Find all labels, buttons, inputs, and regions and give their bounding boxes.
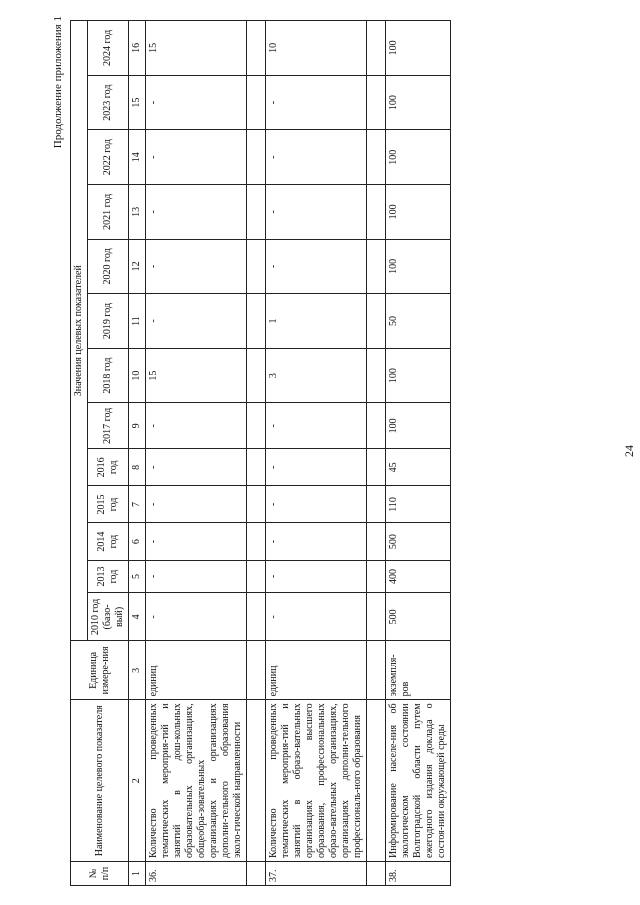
index-cell: 9 bbox=[129, 403, 146, 449]
row-value: - bbox=[266, 593, 367, 641]
row-value: 100 bbox=[386, 75, 451, 130]
year-header: 2010 год (базо-вый) bbox=[88, 593, 129, 641]
year-header: 2015 год bbox=[88, 486, 129, 523]
row-value: - bbox=[266, 449, 367, 486]
row-value: - bbox=[266, 130, 367, 185]
row-value: 500 bbox=[386, 593, 451, 641]
row-value: 10 bbox=[266, 21, 367, 76]
row-unit: единиц bbox=[146, 641, 247, 700]
index-cell: 1 bbox=[129, 861, 146, 885]
row-value: 400 bbox=[386, 560, 451, 593]
year-header: 2017 год bbox=[88, 403, 129, 449]
row-value: - bbox=[146, 130, 247, 185]
col-no-header: № п/п bbox=[71, 861, 129, 885]
index-cell: 15 bbox=[129, 75, 146, 130]
row-value: - bbox=[146, 449, 247, 486]
year-header: 2014 год bbox=[88, 523, 129, 560]
rotated-page-content bbox=[52, 16, 636, 886]
row-value: - bbox=[146, 403, 247, 449]
row-unit: экземпля-ров bbox=[386, 641, 451, 700]
year-header: 2020 год bbox=[88, 239, 129, 294]
row-value: - bbox=[266, 403, 367, 449]
row-value: - bbox=[266, 486, 367, 523]
row-value: 100 bbox=[386, 403, 451, 449]
year-header: 2021 год bbox=[88, 185, 129, 240]
header-row-group bbox=[71, 21, 88, 886]
row-value: 100 bbox=[386, 239, 451, 294]
year-header: 2018 год bbox=[88, 348, 129, 403]
row-value: 1 bbox=[266, 294, 367, 349]
index-cell: 8 bbox=[129, 449, 146, 486]
index-row bbox=[129, 21, 146, 886]
row-value: - bbox=[266, 75, 367, 130]
row-value: - bbox=[146, 75, 247, 130]
index-cell: 5 bbox=[129, 560, 146, 593]
row-name: Количество проведенных тематических мероприя-тий и занятий в образо-вательных организациях высшего образования, профессиональных образо-вательных организациях, организациях дополни-тельного профессиональ-ного образования bbox=[266, 700, 367, 862]
col-unit-header: Единица измере-ния bbox=[71, 641, 129, 700]
row-name: Информирование населе-ния об экологическом состоянии Волгоградской области путем ежегодного издания доклада о состоя-нии окружающей среды bbox=[386, 700, 451, 862]
index-cell: 4 bbox=[129, 593, 146, 641]
table-row bbox=[386, 21, 451, 886]
page-number: 24 bbox=[622, 445, 636, 457]
row-spacer bbox=[247, 21, 266, 886]
row-value: 15 bbox=[146, 21, 247, 76]
year-header: 2023 год bbox=[88, 75, 129, 130]
col-name-header: Наименование целевого показателя bbox=[71, 700, 129, 862]
row-value: 50 bbox=[386, 294, 451, 349]
row-value: - bbox=[266, 239, 367, 294]
index-cell: 14 bbox=[129, 130, 146, 185]
year-header: 2022 год bbox=[88, 130, 129, 185]
row-spacer bbox=[367, 21, 386, 886]
year-header: 2016 год bbox=[88, 449, 129, 486]
index-cell: 3 bbox=[129, 641, 146, 700]
appendix-note: Продолжение приложения 1 bbox=[52, 16, 64, 149]
row-number: 37. bbox=[266, 861, 367, 885]
index-cell: 7 bbox=[129, 486, 146, 523]
row-value: 100 bbox=[386, 130, 451, 185]
year-header: 2013 год bbox=[88, 560, 129, 593]
row-value: - bbox=[146, 185, 247, 240]
row-value: 15 bbox=[146, 348, 247, 403]
row-value: - bbox=[146, 239, 247, 294]
row-value: - bbox=[146, 523, 247, 560]
row-name: Количество проведенных тематических мероприя-тий и занятий в дош-кольных образовательных организациях, общеобра-зовательных организациях и организациях дополни-тельного образования эколо-гической направленности bbox=[146, 700, 247, 862]
index-cell: 10 bbox=[129, 348, 146, 403]
row-value: 100 bbox=[386, 348, 451, 403]
index-cell: 16 bbox=[129, 21, 146, 76]
index-cell: 2 bbox=[129, 700, 146, 862]
row-number: 38. bbox=[386, 861, 451, 885]
row-value: 110 bbox=[386, 486, 451, 523]
index-cell: 6 bbox=[129, 523, 146, 560]
row-value: - bbox=[266, 523, 367, 560]
row-value: 100 bbox=[386, 185, 451, 240]
table-row bbox=[146, 21, 247, 886]
row-value: - bbox=[146, 593, 247, 641]
indicators-table bbox=[70, 20, 451, 886]
row-value: - bbox=[266, 185, 367, 240]
row-value: - bbox=[146, 294, 247, 349]
index-cell: 11 bbox=[129, 294, 146, 349]
row-value: 100 bbox=[386, 21, 451, 76]
index-cell: 12 bbox=[129, 239, 146, 294]
row-value: - bbox=[146, 486, 247, 523]
row-value: 500 bbox=[386, 523, 451, 560]
year-header: 2019 год bbox=[88, 294, 129, 349]
row-number: 36. bbox=[146, 861, 247, 885]
row-value: - bbox=[266, 560, 367, 593]
year-header: 2024 год bbox=[88, 21, 129, 76]
row-value: - bbox=[146, 560, 247, 593]
row-value: 3 bbox=[266, 348, 367, 403]
table-row bbox=[266, 21, 367, 886]
index-cell: 13 bbox=[129, 185, 146, 240]
row-unit: единиц bbox=[266, 641, 367, 700]
group-header: Значения целевых показателей bbox=[71, 21, 88, 641]
row-value: 45 bbox=[386, 449, 451, 486]
